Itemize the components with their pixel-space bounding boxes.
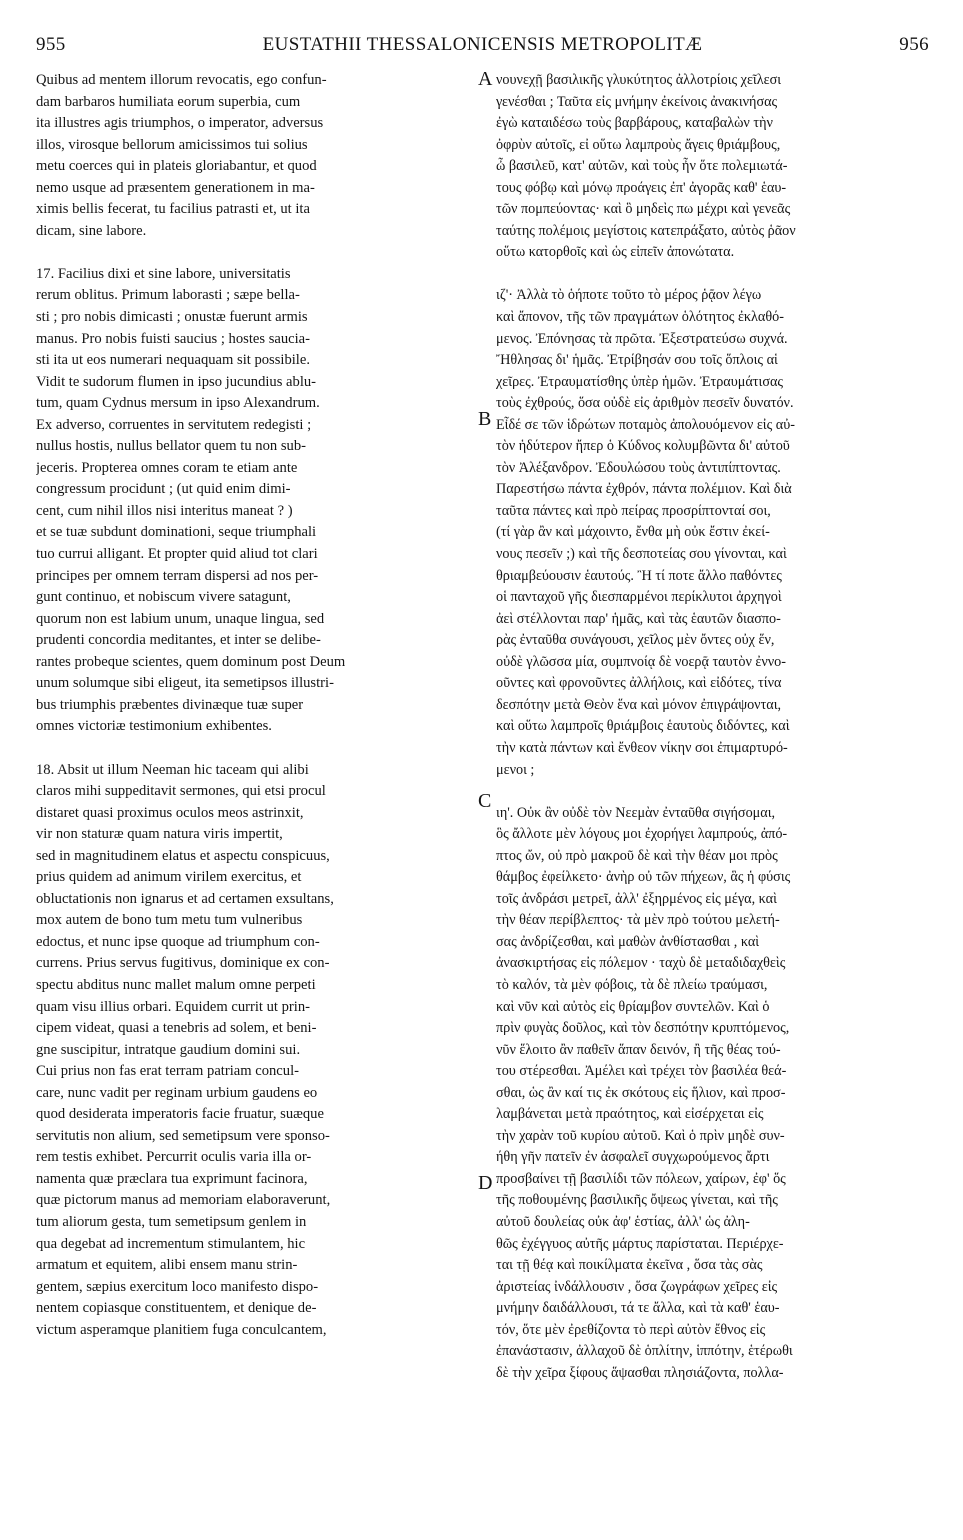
latin-column	[36, 70, 472, 1341]
latin-text-line: spectu abditus nunc mallet malum omne perpeti	[36, 976, 316, 993]
greek-text-line: θῶς ἐχέγγυος αὐτῆς μάρτυς παρίσταται. Περιέρχε-	[496, 1235, 784, 1252]
greek-text-line: τους φόβῳ καὶ μόνῳ προάγεις ἐπ' ἀγορᾶς καθ' ἑαυ-	[496, 179, 787, 196]
margin-marker-a: A	[478, 68, 493, 90]
paragraph-gap	[496, 264, 936, 286]
greek-text-line: τοὺς ἐχθρούς, ὅσα οὐδὲ εἰς ἀριθμὸν πεσεῖν δυνατόν.	[496, 395, 794, 412]
page-header	[36, 34, 929, 62]
greek-text-line: τὸν Ἀλέξανδρον. Ἐδουλώσου τοὺς ἀντιπίπτοντας.	[496, 459, 781, 476]
greek-text-line: ταῦτα πάντες καὶ πρὸ πείρας προσρίπτονταί σοι,	[496, 502, 771, 519]
latin-text-line: sed in magnitudinem elatus et aspectu conspicuus,	[36, 847, 330, 864]
latin-text-line: nullus hostis, nullus bellator quem tu non sub-	[36, 438, 306, 455]
greek-text-line: ται τῇ θέᾳ καὶ ποικίλματα ἐκεῖνα , ὅσα τὰς σὰς	[496, 1257, 763, 1274]
greek-text-line: τὴν κατὰ πάντων καὶ ἔνθεον νίκην σοι ἐπιμαρτυρό-	[496, 739, 788, 756]
latin-text-line: nentem copiasque constituentem, et denique de-	[36, 1300, 317, 1317]
greek-text-line: ἀνασκιρτήσας εἰς πόλεμον · ταχὺ δὲ μεταδιδαχθεὶς	[496, 955, 786, 972]
greek-text-line: ιη'. Οὐκ ἂν οὐδὲ τὸν Νεεμὰν ἐνταῦθα σιγήσομαι,	[496, 804, 776, 821]
latin-text-line: congressum procidunt ; (ut quid enim dimi-	[36, 481, 291, 498]
greek-text-line: νους πεσεῖν ;) καὶ τῆς δεσποτείας σου γίνονται, καὶ	[496, 546, 787, 563]
greek-text-line: καὶ οὕτω λαμπροῖς θριάμβοις ἑαυτοὺς διδόντες, καὶ	[496, 718, 790, 735]
greek-text-line: ἐπανάστασιν, ἀλλαχοῦ δὲ ὁπλίτην, ἱππότην, ἑτέρωθι	[496, 1343, 793, 1360]
greek-text-line: Εἶδέ σε τῶν ἱδρώτων ποταμὸς ἀπολουόμενον εἰς αὐ-	[496, 416, 795, 433]
latin-text-line: rem testis exhibet. Percurrit oculis varia illa or-	[36, 1149, 312, 1166]
latin-text-line: 17. Facilius dixi et sine labore, universitatis	[36, 265, 291, 282]
latin-text-line: nemo usque ad præsentem generationem in ma-	[36, 179, 315, 196]
latin-text-line: rantes probeque scientes, quem dominum post Deum	[36, 653, 346, 670]
greek-text-line: τοῖς ἀνδράσι μετρεῖ, ἀλλ' ἐξηρμένος εἰς μέγα, καὶ	[496, 890, 777, 907]
greek-text-line: τὴν χαρὰν τοῦ κυρίου αὐτοῦ. Καὶ ὁ πρὶν μηδὲ συν-	[496, 1127, 785, 1144]
paragraph-gap	[36, 738, 472, 760]
greek-text-line: δεσπότην μετὰ Θεὸν ἕνα καὶ μόνον ἐπιγράψονται,	[496, 696, 782, 713]
greek-text-line: ἀριστείας ἰνδάλλουσιν , ὅσα ζωγράφων χεῖρες εἰς	[496, 1278, 778, 1295]
latin-text-line: quorum non est labium unum, unaque lingua, sed	[36, 610, 325, 627]
greek-text-line: σθαι, ὡς ἂν καί τις ἐκ σκότους εἰς ἥλιον, καὶ προσ-	[496, 1084, 786, 1101]
greek-text-line: (τί γὰρ ἂν καὶ μάχοιντο, ἔνθα μὴ οὐκ ἔστιν ἐκεί-	[496, 524, 770, 541]
greek-text-line: οὕτω κατορθοῖς καὶ ὡς εἰπεῖν ἀπονώτατα.	[496, 244, 735, 261]
greek-text-line: τῆς ποθουμένης βασιλικῆς ὄψεως γίνεται, καὶ τῆς	[496, 1192, 778, 1209]
latin-text-line: mox autem de bono tum metu tum vulneribus	[36, 912, 303, 929]
latin-text-line: Ex adverso, corruentes in servitutem redegisti ;	[36, 416, 312, 433]
latin-text-line: ximis bellis fecerat, tu facilius patrasti et, ut ita	[36, 201, 310, 218]
greek-text-line: τόν, ὅτε μὲν ἐρεθίζοντα τὸ περὶ αὐτὸν ἔθνος εἰς	[496, 1321, 766, 1338]
latin-text-line: qua degebat ad incrementum stimulantem, hic	[36, 1235, 306, 1252]
margin-marker-d: D	[478, 1172, 493, 1194]
greek-text-line: μενος. Ἐπόνησας τὰ πρῶτα. Ἐξεστρατεύσω συχνά.	[496, 330, 788, 347]
latin-text-line: sti ; pro nobis dimicasti ; onustæ fuerunt armis	[36, 309, 308, 326]
margin-marker-c: C	[478, 790, 492, 812]
greek-text-line: Παρεστήσω πάντα ἐχθρόν, πάντα πολέμιον. Καὶ διὰ	[496, 481, 792, 498]
greek-text-line: ἀεὶ στέλλονται παρ' ἡμᾶς, καὶ τὰς ἑαυτῶν διασπο-	[496, 610, 781, 627]
greek-text-line: δὲ τὴν χεῖρα ξίφους ἅψασθαι πλησιάζοντα, πολλα-	[496, 1364, 784, 1381]
latin-text-line: sti ita ut eos numerari nequaquam sit possibile.	[36, 352, 310, 369]
greek-text-line: μενοι ;	[496, 761, 535, 778]
latin-text-line: quam visu illius orbari. Equidem currit ut prin-	[36, 998, 310, 1015]
greek-text-line: τὸ καλόν, τὰ μὲν φόβοις, τὰ δὲ πλείω τραύμασι,	[496, 976, 768, 993]
latin-text-line: servitutis non alium, sed semetipsum vere sponso-	[36, 1127, 330, 1144]
greek-text-line: πρὶν φυγὰς δοῦλος, καὶ τὸν δεσπότην κρυπτόμενος,	[496, 1020, 790, 1037]
greek-text-line: καὶ ἄπονον, τῆς τῶν πραγμάτων ὁλότητος ἐκλαθό-	[496, 309, 784, 326]
latin-text-line: currens. Prius servus fugitivus, dominique ex con-	[36, 955, 330, 972]
greek-text-line: μνήμην δαιδάλλουσι, τά τε ἄλλα, καὶ τὰ καθ' ἑαυ-	[496, 1300, 780, 1317]
latin-text-line: quæ pictorum manus ad memoriam elaboraverunt,	[36, 1192, 331, 1209]
greek-text-line: ήθη γῆν πατεῖν ἐν ἀσφαλεῖ συγχωρούμενος ἄρτι	[496, 1149, 770, 1166]
paragraph-gap	[496, 781, 936, 803]
latin-text-line: gentem, sæpius exercitum loco manifesto dispo-	[36, 1278, 319, 1295]
latin-text-line: armatum et equitem, alibi ensem manu strin-	[36, 1257, 298, 1274]
latin-text-line: manus. Pro nobis fuisti saucius ; hostes saucia-	[36, 330, 311, 347]
latin-text-line: gne suscipitur, intratque gaudium domini sui.	[36, 1041, 301, 1058]
latin-text-line: prudenti concordia meditantes, et inter se delibe-	[36, 632, 321, 649]
latin-text-line: Quibus ad mentem illorum revocatis, ego confun-	[36, 72, 327, 88]
greek-text-line: θριαμβεύουσιν ἑαυτούς. Ἢ τί ποτε ἄλλο παθόντες	[496, 567, 782, 584]
latin-text-line: cent, cum nihil illos nisi interitus maneat ? )	[36, 502, 293, 519]
latin-text-line: claros mihi suppeditavit sermones, qui etsi procul	[36, 783, 326, 800]
latin-text-line: illos, virosque bellorum amicissimos tui solius	[36, 136, 308, 153]
greek-text-line: τῶν πομπεύοντας· καὶ ὃ μηδεὶς πω μέχρι καὶ γενεᾶς	[496, 201, 791, 218]
greek-text-line: γενέσθαι ; Ταῦτα εἰς μνήμην ἐκείνοις ἀνακινήσας	[496, 93, 778, 110]
latin-text-line: dicam, sine labore.	[36, 222, 147, 239]
greek-text-line: πτος ὤν, οὐ πρὸ μακροῦ δὲ καὶ τὴν θέαν μοι πρὸς	[496, 847, 778, 864]
latin-text-line: edoctus, et nunc ipse quoque ad triumphum con-	[36, 933, 320, 950]
latin-text-line: cipem videat, quasi a tenebris ad solem, et beni-	[36, 1020, 317, 1037]
greek-text-line: καὶ νῦν καὶ αὐτὸς εἰς θρίαμβον συντελῶν. Καὶ ὁ	[496, 998, 770, 1015]
latin-text-line: jeceris. Propterea omnes coram te etiam ante	[36, 459, 298, 476]
paragraph-gap	[36, 242, 472, 264]
latin-text-line: care, nunc vadit per reginam urbium gaudens eo	[36, 1084, 318, 1101]
greek-text-line: του στέρεσθαι. Ἀμέλει καὶ τρέχει τὸν βασιλέα θεά-	[496, 1063, 787, 1080]
latin-text-line: unum solumque sibi eligeut, ita semetipsos illustri-	[36, 675, 334, 692]
greek-text-line: τὴν θέαν περίβλεπτος· τὰ μὲν πρὸ τούτου μελετή-	[496, 912, 780, 929]
latin-text-line: Cui prius non fas erat terram patriam concul-	[36, 1063, 300, 1080]
latin-text-line: vir non staturæ quam natura viris impertit,	[36, 826, 283, 843]
latin-text-line: tum aliorum gesta, tum semetipsum genlem in	[36, 1213, 307, 1230]
greek-text-line: Ἤθλησας δι' ἡμᾶς. Ἐτρίβησάν σου τοῖς ὅπλοις αἱ	[496, 352, 778, 369]
latin-text-line: namenta quæ præclara tua exprimunt facinora,	[36, 1170, 308, 1187]
latin-text-line: victum asperamque planitiem fuga conculcantem,	[36, 1321, 327, 1338]
margin-marker-b: B	[478, 408, 492, 430]
latin-text-line: rerum oblitus. Primum laborasti ; sæpe bella-	[36, 287, 300, 304]
latin-text-line: Vidit te sudorum flumen in ipso jucundius ablu-	[36, 373, 317, 390]
greek-text-line: οἱ πανταχοῦ γῆς διεσπαρμένοι περίκλυτοι ἀρχηγοὶ	[496, 589, 782, 606]
greek-text-line: προσβαίνει τῇ βασιλίδι τῶν πόλεων, χαίρων, ἐφ' ὅς	[496, 1170, 786, 1187]
greek-text-line: ὀφρὺν αὐτοῖς, εἰ οὕτω λαμπροὺς ἄγεις θριάμβους,	[496, 136, 781, 153]
greek-text-line: ταύτης πολέμοις μεγίστοις κατεπράξατο, αὐτὸς ῥᾶον	[496, 222, 796, 239]
greek-text-line: ρὰς ἐνταῦθα συνάγουσι, χεῖλος μὲν ὄντες οὐχ ἕν,	[496, 632, 775, 649]
page-number-right: 956	[899, 34, 929, 55]
latin-text-line: 18. Absit ut illum Neeman hic taceam qui alibi	[36, 761, 309, 778]
greek-text-line: ιζ'· Ἀλλὰ τὸ ὁήποτε τοῦτο τὸ μέρος ῥᾷον λέγω	[496, 287, 762, 304]
latin-text-line: metu coerces qui in plateis gloriabantur, et quod	[36, 158, 317, 175]
latin-text-line: dam barbaros humiliata eorum superbia, cum	[36, 93, 301, 110]
greek-text-line: ὦ βασιλεῦ, κατ' αὐτῶν, καὶ τοὺς ἦν ὅτε πολεμιωτά-	[496, 158, 788, 175]
latin-text-line: distaret quasi proximus oculos meos astrinxit,	[36, 804, 304, 821]
greek-text-line: σας ἀνδρίζεσθαι, καὶ μαθὼν ἀνθίστασθαι , καὶ	[496, 933, 760, 950]
greek-text-line: λαμβάνεται μετὰ πραότητος, καὶ εἰσέρχεται εἰς	[496, 1106, 764, 1123]
latin-text-line: tum, quam Cydnus mersum in ipso Alexandrum.	[36, 395, 320, 412]
greek-text-line: νουνεχῇ βασιλικῆς γλυκύτητος ἀλλοτρίοις χεῖλεσι	[496, 72, 782, 88]
latin-text-line: gunt continuo, et nobiscum vivere satagunt,	[36, 589, 291, 606]
greek-column	[496, 70, 936, 1384]
greek-text-line: τὸν ἡδύτερον ἤπερ ὁ Κύδνος κολυμβῶντα δι' αὐτοῦ	[496, 438, 790, 455]
latin-text-line: omnes victoriæ testimonium exhibentes.	[36, 718, 272, 735]
latin-text-line: tuo currui alligant. Et propter quid aliud tot clari	[36, 546, 318, 563]
latin-text-line: ita illustres agis triumphos, o imperator, adversus	[36, 115, 324, 132]
greek-text-line: χεῖρες. Ἐτραυματίσθης ὑπὲρ ἡμῶν. Ἐτραυμάτισας	[496, 373, 784, 390]
latin-text-line: principes per omnem terram dispersi ad nos per-	[36, 567, 319, 584]
latin-text-line: bus triumphis præbentes divinæque tuæ super	[36, 696, 304, 713]
greek-text-line: ὃς ἄλλοτε μὲν λόγους μοι ἐχορήγει λαμπρούς, ἀπό-	[496, 826, 788, 843]
latin-text-line: quod desiderata imperatoris facie fruatur, suæque	[36, 1106, 324, 1123]
page-number-left: 955	[36, 34, 66, 55]
running-title: EUSTATHII THESSALONICENSIS METROPOLITÆ	[262, 34, 703, 55]
greek-text-line: οῦντες καὶ φρονοῦντες ἀλλήλοις, καὶ εἰδότες, τίνα	[496, 675, 782, 692]
latin-text-line: et se tuæ subdunt dominationi, seque triumphali	[36, 524, 317, 541]
latin-text-line: prius quidem ad animum virilem exercitus, et	[36, 869, 302, 886]
latin-text-line: obluctationis non ignarus et ad certamen exsultans,	[36, 890, 334, 907]
greek-text-line: θάμβος ἐφείλκετο· ἀνὴρ οὐ τῶν πήχεων, ἃς ἡ φύσις	[496, 869, 791, 886]
greek-text-line: ἐγὼ καταιδέσω τοὺς βαρβάρους, καταβαλὼν τὴν	[496, 115, 773, 132]
greek-text-line: αὐτοῦ δουλείας οὐκ ἀφ' ἑστίας, ἀλλ' ὡς ἀλη-	[496, 1213, 750, 1230]
greek-text-line: οὐδὲ γλῶσσα μία, συμπνοίᾳ δὲ νοερᾷ ταυτὸν ἐννο-	[496, 653, 787, 670]
greek-text-line: νῦν ἕλοιτο ἂν παθεῖν ἅπαν δεινόν, ἢ τῆς θέας τού-	[496, 1041, 781, 1058]
